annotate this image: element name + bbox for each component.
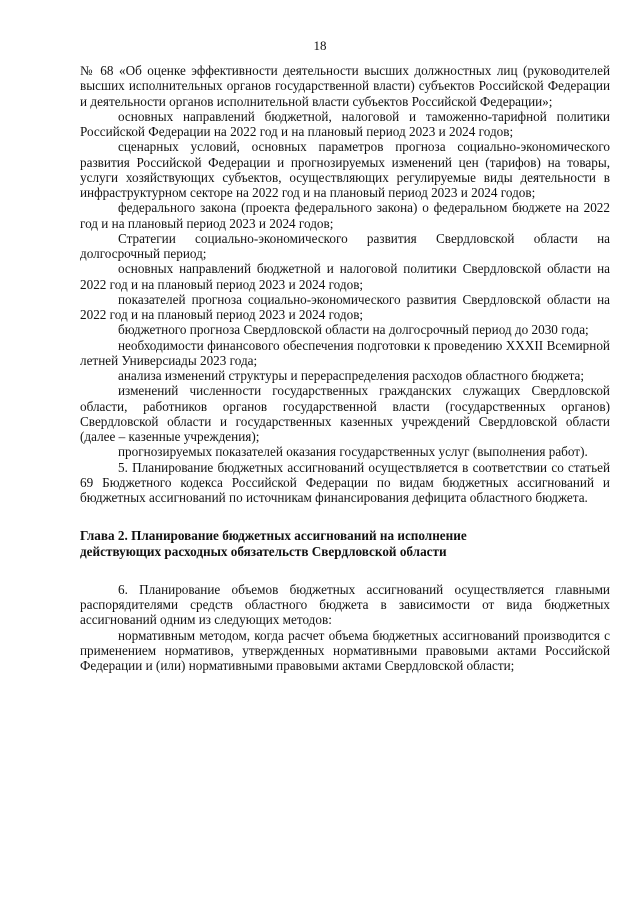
- paragraph: показателей прогноза социально-экономического развития Свердловской области на 2022 год и на плановый период 2023 и 2024 годов;: [80, 291, 610, 322]
- paragraph: федерального закона (проекта федерального закона) о федеральном бюджете на 2022 год и на плановый период 2023 и 2024 годов;: [80, 200, 610, 231]
- paragraph: прогнозируемых показателей оказания государственных услуг (выполнения работ).: [118, 444, 588, 460]
- paragraph: основных направлений бюджетной и налоговой политики Свердловской области на 2022 год и на плановый период 2023 и 2024 годов;: [80, 261, 610, 292]
- paragraph: № 68 «Об оценке эффективности деятельности высших должностных лиц (руководителей высших исполнительных органов государственной власти) субъектов Российской Федерации и деятельности органов исполнительной власти субъектов Российской Федерации»;: [80, 63, 610, 109]
- paragraph: Стратегии социально-экономического развития Свердловской области на долгосрочный период;: [80, 230, 610, 261]
- paragraph: изменений численности государственных гражданских служащих Свердловской области, работников органов государственной власти (государственных органов) Свердловской области и государственных казенных учреждений Свердловской области (далее – казенные учреждения);: [80, 383, 610, 444]
- page-number: 18: [313, 38, 327, 53]
- paragraphs-bottom: [80, 582, 610, 674]
- paragraph: 6. Планирование объемов бюджетных ассигнований осуществляется главными распорядителями средств областного бюджета в зависимости от вида бюджетных ассигнований одним из следующих методов:: [80, 581, 610, 628]
- paragraph: основных направлений бюджетной, налоговой и таможенно-тарифной политики Российской Федерации на 2022 год и на плановый период 2023 и 2024 годов;: [80, 108, 610, 139]
- paragraph: необходимости финансового обеспечения подготовки к проведению XXXII Всемирной летней Универсиады 2023 года;: [80, 337, 610, 368]
- chapter-heading-line-2: действующих расходных обязательств Свердловской области: [80, 543, 447, 559]
- paragraph: анализа изменений структуры и перераспределения расходов областного бюджета;: [118, 368, 585, 383]
- paragraph: бюджетного прогноза Свердловской области на долгосрочный период до 2030 года;: [118, 322, 589, 338]
- paragraphs-top: [80, 63, 610, 505]
- paragraph: нормативным методом, когда расчет объема бюджетных ассигнований производится с применением нормативов, утвержденных нормативными правовыми актами Российской Федерации и (или) нормативными правовыми актами Свердловской области;: [80, 627, 610, 673]
- paragraph: сценарных условий, основных параметров прогноза социально-экономического развития Российской Федерации и прогнозируемых изменений цен (тарифов) на товары, услуги хозяйствующих субъектов, осуществляющих регулируемые виды деятельности в инфраструктурном секторе на 2022 год и на плановый период 2023 и 2024 годов;: [80, 139, 610, 200]
- chapter-heading: [80, 528, 610, 559]
- paragraph: 5. Планирование бюджетных ассигнований осуществляется в соответствии со статьей 69 Бюджетного кодекса Российской Федерации по видам бюджетных ассигнований и бюджетных ассигнований по источникам финансирования дефицита областного бюджета.: [80, 459, 610, 505]
- chapter-heading-line-1: Глава 2. Планирование бюджетных ассигнований на исполнение: [80, 528, 467, 544]
- document-body: [80, 63, 610, 673]
